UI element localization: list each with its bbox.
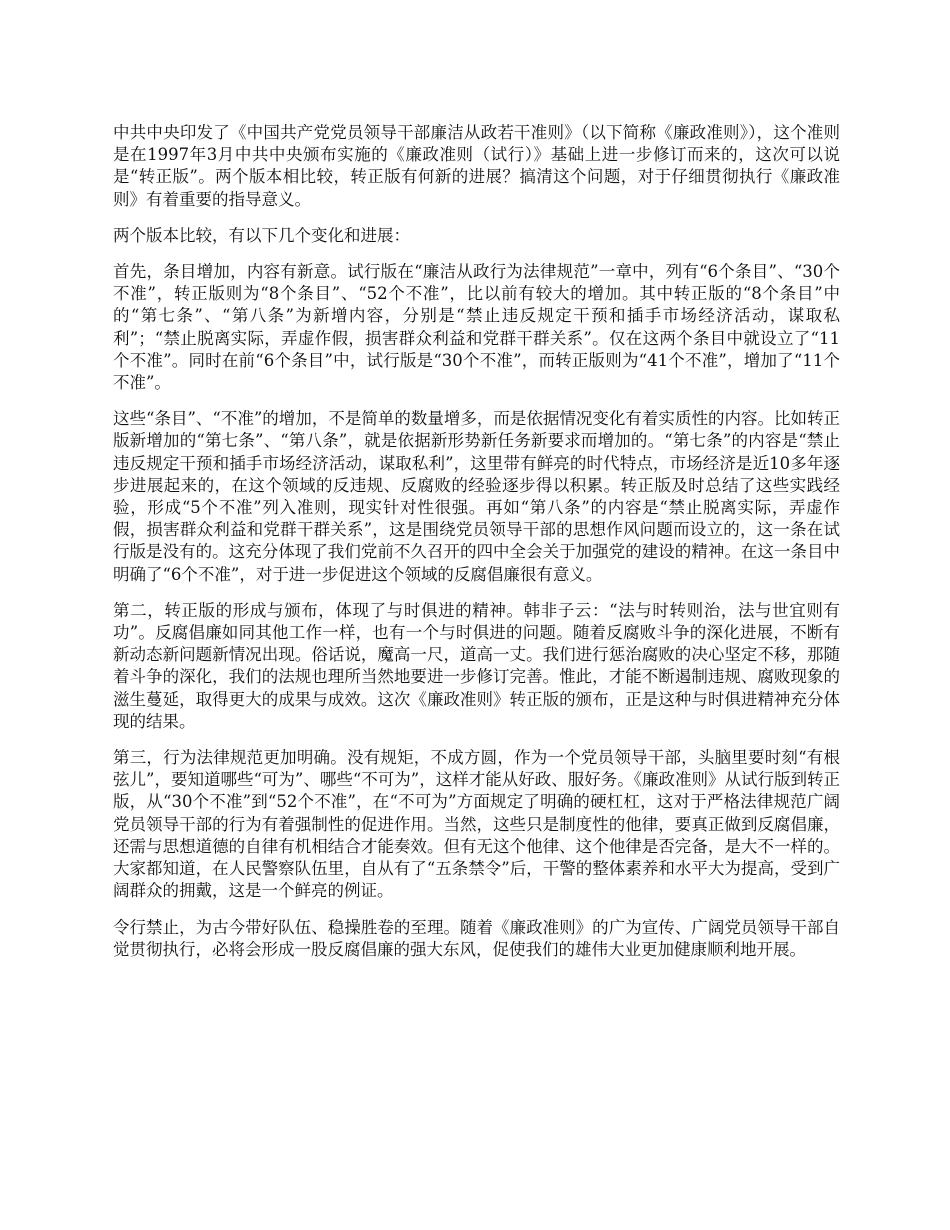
paragraph-first-point: 首先，条目增加，内容有新意。试行版在“廉洁从政行为法律规范”一章中，列有“6个条目”、“30个不准”，转正版则为“8个条目”、“52个不准”，比以前有较大的增加。其中转正版的“8个条目”中的“第七条”、“第八条”为新增内容，分别是“禁止违反规定干预和插手市场经济活动，谋取私利”；“禁止脱离实际，弄虚作假，损害群众利益和党群干群关系”。仅在这两个条目中就设立了“11个不准”。同时在前“6个条目”中，试行版是“30个不准”，而转正版则为“41个不准”，增加了“11个不准”。: [113, 262, 840, 393]
paragraph-first-point-detail: 这些“条目”、“不准”的增加，不是简单的数量增多，而是依据情况变化有着实质性的内容。比如转正版新增加的“第七条”、“第八条”，就是依据新形势新任务新要求而增加的。“第七条”的内容是“禁止违反规定干预和插手市场经济活动，谋取私利”，这里带有鲜亮的时代特点，市场经济是近10多年逐步进展起来的，在这个领域的反违规、反腐败的经验逐步得以积累。转正版及时总结了这些实践经验，形成“5个不准”列入准则，现实针对性很强。再如“第八条”的内容是“禁止脱离实际，弄虚作假，损害群众利益和党群干群关系”，这是围绕党员领导干部的思想作风问题而设立的，这一条在试行版是没有的。这充分体现了我们党前不久召开的四中全会关于加强党的建设的精神。在这一条目中明确了“6个不准”，对于进一步促进这个领域的反腐倡廉很有意义。: [113, 409, 840, 584]
paragraph-second-point: 第二，转正版的形成与颁布，体现了与时俱进的精神。韩非子云：“法与时转则治，法与世宜则有功”。反腐倡廉如同其他工作一样，也有一个与时俱进的问题。随着反腐败斗争的深化进展，不断有新动态新问题新情况出现。俗话说，魔高一尺，道高一丈。我们进行惩治腐败的决心坚定不移，那随着斗争的深化，我们的法规也理所当然地要进一步修订完善。惟此，才能不断遏制违规、腐败现象的滋生蔓延，取得更大的成果与成效。这次《廉政准则》转正版的颁布，正是这种与时俱进精神充分体现的结果。: [113, 600, 840, 731]
paragraph-third-point: 第三，行为法律规范更加明确。没有规矩，不成方圆，作为一个党员领导干部，头脑里要时刻“有根弦儿”，要知道哪些“可为”、哪些“不可为”，这样才能从好政、服好务。《廉政准则》从试行版到转正版，从“30个不准”到“52个不准”，在“不可为”方面规定了明确的硬杠杠，这对于严格法律规范广阔党员领导干部的行为有着强制性的促进作用。当然，这些只是制度性的他律，要真正做到反腐倡廉，还需与思想道德的自律有机相结合才能奏效。但有无这个他律、这个他律是否完备，是大不一样的。大家都知道，在人民警察队伍里，自从有了“五条禁令”后，干警的整体素养和水平大为提高，受到广阔群众的拥戴，这是一个鲜亮的例证。: [113, 748, 840, 901]
document-body: [113, 122, 840, 975]
paragraph-conclusion: 令行禁止，为古今带好队伍、稳操胜卷的至理。随着《廉政准则》的广为宣传、广阔党员领导干部自觉贯彻执行，必将会形成一股反腐倡廉的强大东风，促使我们的雄伟大业更加健康顺利地开展。: [113, 917, 840, 959]
paragraph-comparison-lead: 两个版本比较，有以下几个变化和进展：: [113, 225, 410, 245]
paragraph-intro: 中共中央印发了《中国共产党党员领导干部廉洁从政若干准则》（以下简称《廉政准则》），这个准则是在1997年3月中共中央颁布实施的《廉政准则（试行）》基础上进一步修订而来的，这次可以说是“转正版”。两个版本相比较，转正版有何新的进展？搞清这个问题，对于仔细贯彻执行《廉政准则》有着重要的指导意义。: [113, 123, 840, 209]
